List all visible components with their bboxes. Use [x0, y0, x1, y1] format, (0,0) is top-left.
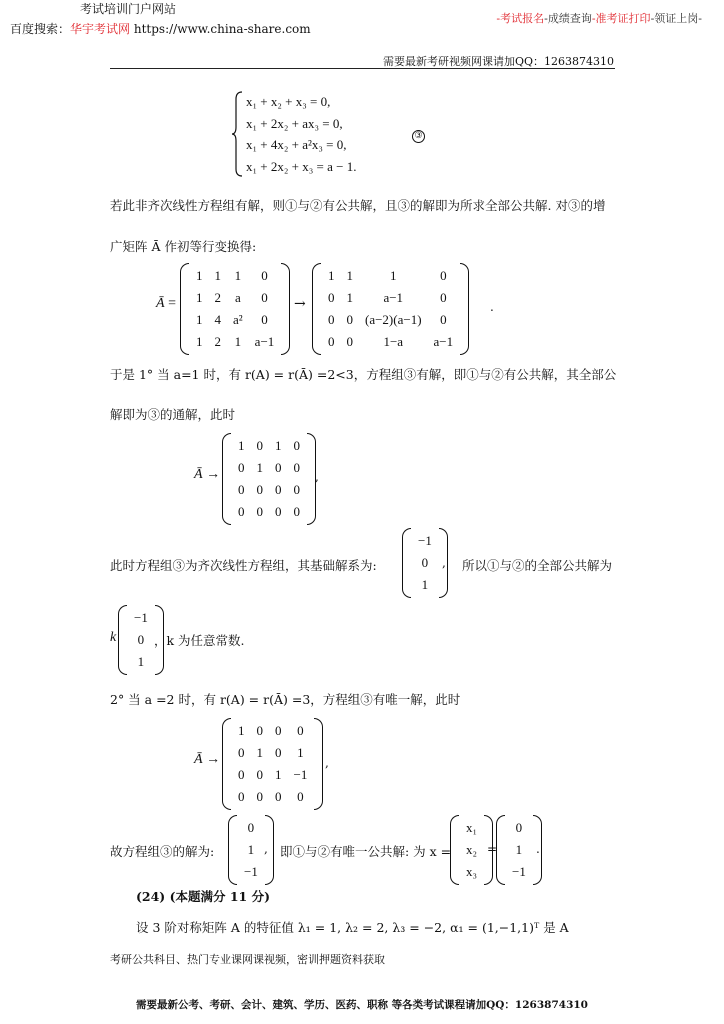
case1-matrix-cell: 0 — [238, 504, 245, 519]
case2-matrix-cell: −1 — [293, 767, 308, 782]
basis-vector-cell: 0 — [421, 555, 429, 570]
case1-matrix-row — [232, 457, 306, 479]
k-vector-cell: 1 — [137, 654, 145, 669]
basis-vector-row — [412, 530, 438, 552]
augmented-rhs-cell: 0 — [328, 334, 335, 349]
x-vector-row — [460, 861, 483, 883]
baidu-label: 百度搜索： — [10, 22, 71, 36]
x-value-vector-row — [506, 817, 532, 839]
top-links — [496, 10, 702, 26]
augmented-rhs-cell: 0 — [440, 312, 447, 327]
case2-line: 2° 当 a =2 时，有 r(A) = r(Ā) =3，方程组③有唯一解，此时 — [110, 692, 461, 707]
case1-matrix-cell: 0 — [256, 438, 263, 453]
sol-vector-cell: 0 — [247, 820, 255, 835]
k-vector-row — [128, 629, 154, 651]
case1-matrix-cell: 0 — [275, 482, 282, 497]
case2-matrix-cell: 0 — [256, 789, 263, 804]
case1-basis-vector — [402, 528, 448, 598]
augmented-lhs-cell: 1 — [196, 312, 203, 327]
x-value-vector-row — [506, 839, 532, 861]
k-symbol: k — [110, 630, 117, 645]
augmented-rhs-cell: 0 — [346, 334, 353, 349]
augmented-lhs-cell: 2 — [214, 334, 221, 349]
case1-matrix-cell: 0 — [256, 504, 263, 519]
case1-arrow: Ā → — [194, 467, 221, 482]
x-vector-cell: x₂ — [466, 842, 478, 857]
x-vector-row — [460, 817, 483, 839]
arrow-icon: → — [294, 296, 306, 312]
augmented-lhs-row — [190, 331, 280, 353]
augmented-lhs-cell: 1 — [196, 268, 203, 283]
case1-matrix-cell: 0 — [238, 482, 245, 497]
augmented-lhs-cell: 1 — [196, 334, 203, 349]
augmented-rhs-cell: 1 — [328, 268, 335, 283]
x-value-vector-cell: 1 — [515, 842, 523, 857]
augmented-lhs-cell: 0 — [261, 312, 268, 327]
case2-arrow: Ā → — [194, 752, 221, 767]
period: . — [536, 842, 540, 856]
augmented-lhs-cell: a — [234, 290, 241, 305]
augmented-lhs-cell: 2 — [214, 290, 221, 305]
case1-matrix-cell: 0 — [238, 460, 245, 475]
augmented-lhs-cell: 1 — [214, 268, 221, 283]
case1-matrix-cell: 1 — [238, 438, 245, 453]
q24-text: 设 3 阶对称矩阵 A 的特征值 λ₁ = 1, λ₂ = 2, λ₃ = −2, α₁ = (1,−1,1)ᵀ 是 A — [136, 920, 569, 935]
case1-matrix-cell: 0 — [275, 504, 282, 519]
case2-matrix-cell: 1 — [297, 745, 304, 760]
case2-matrix-cell: 0 — [275, 745, 282, 760]
case1-all-text: 所以①与②的全部公共解为 — [462, 558, 613, 573]
case1-basis-text: 此时方程组③为齐次线性方程组，其基础解系为: — [110, 558, 377, 573]
case2-unique-text: 即①与②有唯一公共解: 为 x = — [280, 844, 452, 859]
augmented-rhs-cell: 0 — [328, 290, 335, 305]
augmented-rhs-cell: 1−a — [383, 334, 404, 349]
sol-vector-cell: −1 — [244, 864, 258, 879]
case2-matrix-row — [232, 742, 313, 764]
case2-matrix-cell: 1 — [238, 723, 245, 738]
case1-matrix-row — [232, 479, 306, 501]
case1-line2: 解即为③的通解，此时 — [110, 407, 236, 422]
augmented-rhs-row — [322, 287, 459, 309]
header-divider — [110, 68, 615, 69]
brand-link[interactable]: 华宇考试网 — [70, 22, 131, 36]
augmented-rhs-cell: (a−2)(a−1) — [365, 312, 422, 327]
augmented-lhs-cell: 0 — [261, 290, 268, 305]
sol-vector-row — [238, 861, 264, 883]
period: . — [490, 300, 494, 314]
augmented-lhs-cell: 1 — [234, 334, 242, 349]
case1-matrix-cell: 1 — [256, 460, 263, 475]
case2-matrix-cell: 0 — [238, 789, 245, 804]
comma: , — [442, 556, 446, 570]
augmented-lhs-cell: 1 — [234, 268, 242, 283]
x-value-vector-cell: −1 — [512, 864, 526, 879]
k-vector-row — [128, 651, 154, 673]
case1-matrix-cell: 0 — [275, 460, 282, 475]
system-label: ③ — [412, 127, 425, 143]
case2-matrix-row — [232, 764, 313, 786]
case2-x-value — [496, 815, 542, 885]
case2-matrix-cell: 0 — [275, 789, 282, 804]
k-vector-row — [128, 607, 154, 629]
case1-matrix-row — [232, 435, 306, 457]
augmented-matrix-lhs — [180, 263, 290, 355]
link-exam-signup[interactable]: -考试报名 — [496, 12, 545, 25]
system-row: x₁ + x₂ + x₃ = 0, — [246, 94, 331, 109]
augmented-lhs-row — [190, 309, 280, 331]
comma: , — [264, 842, 268, 856]
case1-matrix-cell: 0 — [293, 460, 300, 475]
case2-matrix-cell: 1 — [256, 745, 263, 760]
case1-matrix-cell: 1 — [275, 438, 282, 453]
augmented-rhs-cell: 0 — [440, 268, 447, 283]
link-score-query[interactable]: -成绩查询 — [544, 12, 592, 25]
case1-matrix-cell: 0 — [293, 504, 300, 519]
case2-matrix-row — [232, 720, 313, 742]
x-vector-cell: x₃ — [466, 864, 478, 879]
comma: , — [325, 756, 329, 770]
case1-matrix — [222, 433, 316, 525]
case1-matrix-row — [232, 501, 306, 523]
baidu-search-line — [10, 20, 311, 37]
sol-vector-row — [238, 839, 264, 861]
case2-matrix-cell: 0 — [297, 789, 304, 804]
augmented-rhs-cell: 1 — [346, 268, 353, 283]
x-vector-cell: x₁ — [466, 820, 478, 835]
system-row: x₁ + 2x₂ + ax₃ = 0, — [246, 115, 343, 131]
site-url[interactable]: https://www.china-share.com — [133, 22, 311, 36]
sol-vector-cell: 1 — [247, 842, 255, 857]
system-row: x₁ + 4x₂ + a²x₃ = 0, — [246, 137, 347, 152]
case1-matrix-cell: 0 — [293, 482, 300, 497]
augmented-lhs-row — [190, 265, 280, 287]
augmented-lhs-cell: 1 — [196, 290, 203, 305]
footer-line2: 需要最新公考、考研、会计、建筑、学历、医药、职称 等各类考试课程请加QQ：1263874310 — [135, 999, 588, 1011]
paragraph-1: 若此非齐次线性方程组有解，则①与②有公共解，且③的解即为所求全部公共解. 对③的增 — [110, 198, 606, 213]
augmented-matrix-rhs — [312, 263, 469, 355]
comma: , — [315, 470, 319, 484]
x-value-vector-row — [506, 861, 532, 883]
augmented-rhs-cell: a−1 — [383, 290, 404, 305]
sol-vector-row — [238, 817, 264, 839]
equals: = — [487, 842, 498, 856]
k-vector-cell: −1 — [134, 610, 148, 625]
header-qq: 需要最新考研视频网课请加QQ：1263874310 — [382, 55, 614, 68]
augmented-rhs-row — [322, 331, 459, 353]
footer-line1: 考研公共科目、热门专业课网课视频，密训押题资料获取 — [110, 953, 385, 966]
case2-matrix-cell: 0 — [256, 723, 263, 738]
augmented-lhs-cell: a² — [233, 312, 243, 327]
augmented-rhs-cell: 0 — [440, 290, 447, 305]
case2-matrix-cell: 0 — [256, 767, 263, 782]
augmented-rhs-cell: 1 — [346, 290, 353, 305]
system-row: x₁ + 2x₂ + x₃ = a − 1. — [246, 158, 357, 174]
augmented-rhs-cell: 0 — [346, 312, 353, 327]
case1-matrix-cell: 0 — [293, 438, 300, 453]
augmented-lhs-cell: 4 — [214, 312, 221, 327]
link-admission-print[interactable]: -准考证打印 — [591, 12, 651, 25]
case2-matrix-row — [232, 786, 313, 808]
basis-vector-cell: 1 — [421, 577, 429, 592]
augmented-lhs-row — [190, 287, 280, 309]
case1-k-text: ，k 为任意常数. — [154, 633, 245, 648]
site-title: 考试培训门户网站 — [80, 2, 177, 16]
case2-matrix-cell: 1 — [275, 767, 282, 782]
case2-matrix-cell: 0 — [275, 723, 282, 738]
brace-icon — [232, 91, 244, 177]
link-certificate[interactable]: -领证上岗- — [650, 12, 702, 25]
k-vector-cell: 0 — [137, 632, 145, 647]
case1-line1: 于是 1° 当 a=1 时，有 r(A) = r(Ā) =2<3，方程组③有解，即①与②有公共解，其全部公 — [110, 367, 617, 382]
case2-matrix-cell: 0 — [238, 767, 245, 782]
augmented-rhs-cell: 1 — [390, 268, 397, 283]
basis-vector-cell: −1 — [418, 533, 432, 548]
x-value-vector-cell: 0 — [515, 820, 523, 835]
case2-matrix — [222, 718, 323, 810]
basis-vector-row — [412, 574, 438, 596]
augmented-rhs-row — [322, 309, 459, 331]
q24-title: (24) (本题满分 11 分) — [136, 889, 271, 904]
augmented-rhs-cell: 0 — [328, 312, 335, 327]
x-vector-row — [460, 839, 483, 861]
augmented-lhs-cell: 0 — [261, 268, 268, 283]
augmented-rhs-cell: a−1 — [433, 334, 454, 349]
case2-sol-text: 故方程组③的解为: — [110, 844, 215, 859]
basis-vector-row — [412, 552, 438, 574]
augmented-symbol: Ā = — [156, 296, 176, 311]
paragraph-2: 广矩阵 Ā 作初等行变换得: — [110, 239, 257, 254]
case2-matrix-cell: 0 — [238, 745, 245, 760]
case1-matrix-cell: 0 — [256, 482, 263, 497]
case2-matrix-cell: 0 — [297, 723, 304, 738]
augmented-rhs-row — [322, 265, 459, 287]
augmented-lhs-cell: a−1 — [254, 334, 275, 349]
